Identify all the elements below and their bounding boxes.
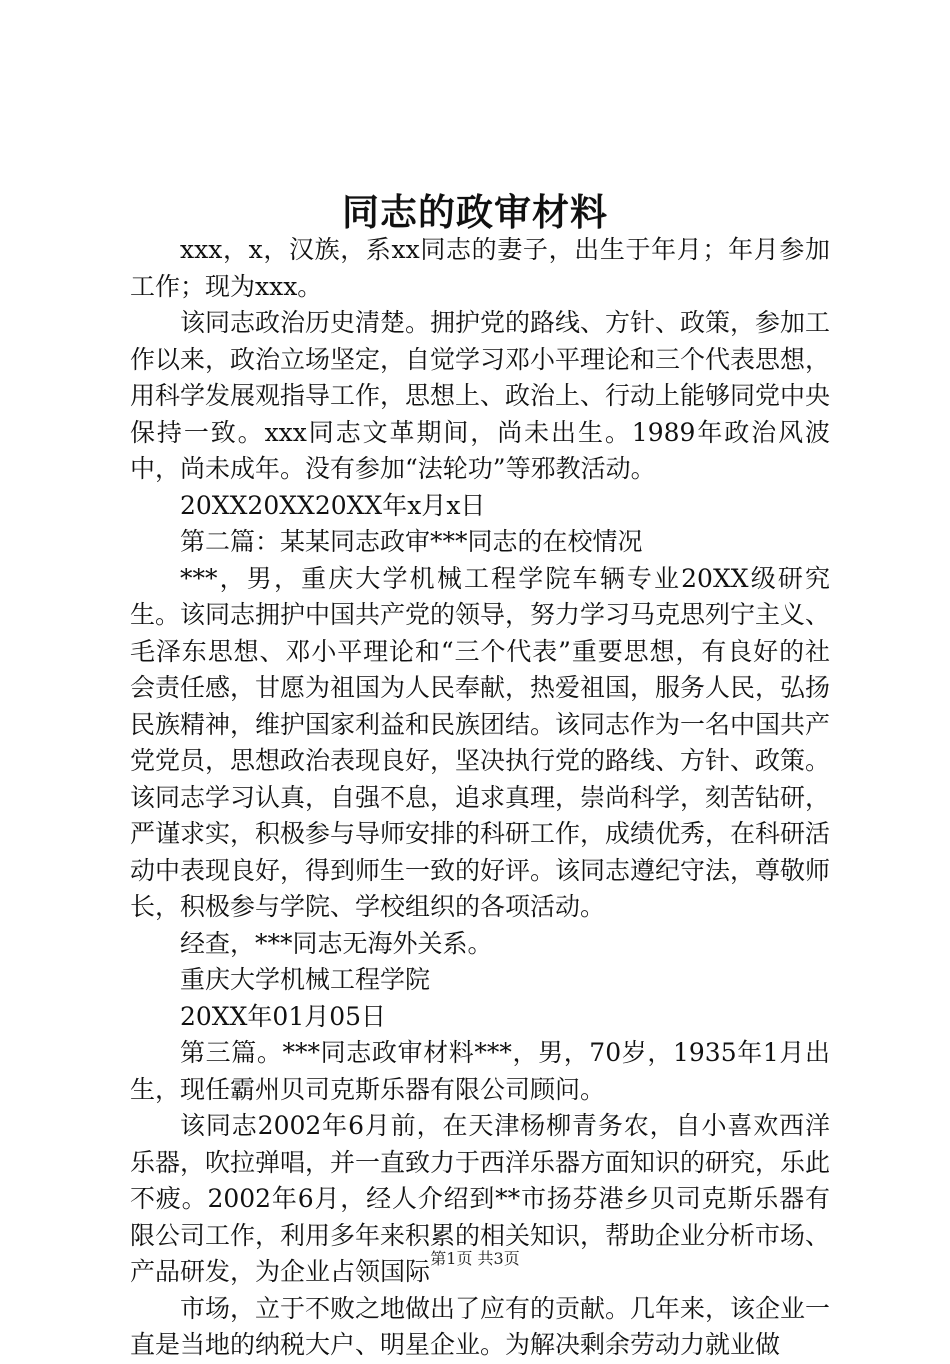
paragraph-school-record: ***，男，重庆大学机械工程学院车辆专业20XX级研究生。该同志拥护中国共产党的领导，努力学习马克思列宁主义、毛泽东思想、邓小平理论和“三个代表”重要思想，有良好的社会责任感，甘愿为祖国为人民奉献，热爱祖国，服务人民，弘扬民族精神，维护国家利益和民族团结。该同志作为一名中国共产党党员，思想政治表现良好，坚决执行党的路线、方针、政策。该同志学习认真，自强不息，追求真理，崇尚科学，刻苦钻研，严谨求实，积极参与导师安排的科研工作，成绩优秀，在科研活动中表现良好，得到师生一致的好评。该同志遵纪守法，尊敬师长，积极参与学院、学校组织的各项活动。 <box>130 563 831 921</box>
paragraph-signature-date: 20XX年01月05日 <box>180 1001 387 1031</box>
page-number-footer: 第1页 共3页 <box>430 1249 520 1268</box>
paragraph-section-three-heading: 第三篇。***同志政审材料***，男，70岁，1935年1月出生，现任霸州贝司克斯乐器有限公司顾问。 <box>130 1038 830 1104</box>
paragraph-section-two-heading: 第二篇：某某同志政审***同志的在校情况 <box>180 527 643 556</box>
document-title: 同志的政审材料 <box>342 190 608 234</box>
paragraph-political-history: 该同志政治历史清楚。拥护党的路线、方针、政策，参加工作以来，政治立场坚定，自觉学习邓小平理论和三个代表思想，用科学发展观指导工作，思想上、政治上、行动上能够同党中央保持一致。xxx同志文革期间，尚未出生。1989年政治风波中，尚未成年。没有参加“法轮功”等邪教活动。 <box>130 308 831 483</box>
paragraph-overseas-check: 经查，***同志无海外关系。 <box>180 928 493 958</box>
paragraph-intro: xxx，x，汉族，系xx同志的妻子，出生于年月；年月参加工作；现为xxx。 <box>130 235 830 301</box>
paragraph-work-history: 该同志2002年6月前，在天津杨柳青务农，自小喜欢西洋乐器，吹拉弹唱，并一直致力于西洋乐器方面知识的研究，乐此不疲。2002年6月，经人介绍到**市扬芬港乡贝司克斯乐器有限公司工作，利用多年来积累的相关知识，帮助企业分析市场、产品研发，为企业占领国际 <box>130 1111 831 1286</box>
paragraph-contribution: 市场，立于不败之地做出了应有的贡献。几年来，该企业一直是当地的纳税大户、明星企业。为解决剩余劳动力就业做 <box>130 1293 831 1359</box>
paragraph-signature-org: 重庆大学机械工程学院 <box>180 965 431 994</box>
paragraph-date: 20XX20XX20XX年x月x日 <box>180 490 486 520</box>
document-body <box>130 232 830 1364</box>
